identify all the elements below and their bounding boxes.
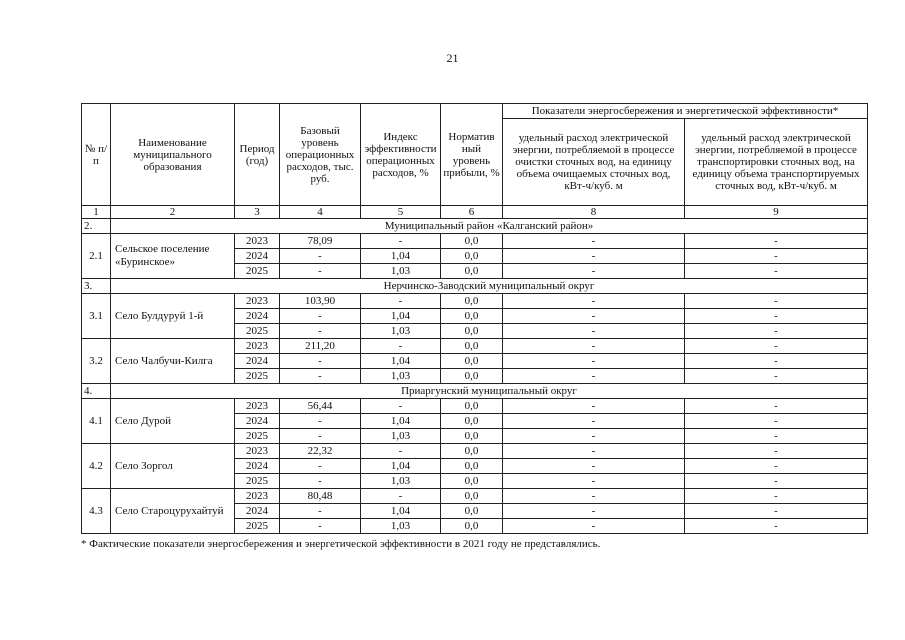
treatment-energy-cell: - — [503, 369, 685, 384]
profit-norm-cell: 0,0 — [441, 339, 503, 354]
entity-number: 3.2 — [82, 339, 111, 384]
base-level-cell: 103,90 — [280, 294, 361, 309]
period-cell: 2024 — [235, 504, 280, 519]
efficiency-index-cell: 1,03 — [361, 474, 441, 489]
period-cell: 2024 — [235, 249, 280, 264]
base-level-cell: 211,20 — [280, 339, 361, 354]
treatment-energy-cell: - — [503, 459, 685, 474]
footnote: * Фактические показатели энергосбережения и энергетической эффективности в 2021 году не представлялись. — [81, 538, 601, 550]
period-cell: 2025 — [235, 324, 280, 339]
transport-energy-cell: - — [685, 444, 868, 459]
base-level-cell: - — [280, 459, 361, 474]
entity-name: Село Староцурухайтуй — [111, 489, 235, 534]
profit-norm-cell: 0,0 — [441, 459, 503, 474]
profit-norm-cell: 0,0 — [441, 249, 503, 264]
efficiency-index-cell: 1,03 — [361, 429, 441, 444]
section-row — [82, 279, 868, 294]
transport-energy-cell: - — [685, 489, 868, 504]
efficiency-index-cell: - — [361, 339, 441, 354]
transport-energy-cell: - — [685, 369, 868, 384]
col-number: 4 — [280, 206, 361, 219]
treatment-energy-cell: - — [503, 444, 685, 459]
profit-norm-cell: 0,0 — [441, 309, 503, 324]
efficiency-index-cell: 1,04 — [361, 459, 441, 474]
efficiency-index-cell: - — [361, 444, 441, 459]
transport-energy-cell: - — [685, 504, 868, 519]
table-row — [82, 234, 868, 249]
base-level-cell: - — [280, 414, 361, 429]
treatment-energy-cell: - — [503, 399, 685, 414]
efficiency-index-cell: 1,04 — [361, 414, 441, 429]
efficiency-index-cell: 1,03 — [361, 519, 441, 534]
profit-norm-cell: 0,0 — [441, 414, 503, 429]
entity-name: Село Зоргол — [111, 444, 235, 489]
efficiency-index-cell: - — [361, 489, 441, 504]
treatment-energy-cell: - — [503, 414, 685, 429]
profit-norm-cell: 0,0 — [441, 264, 503, 279]
efficiency-index-cell: - — [361, 294, 441, 309]
period-cell: 2025 — [235, 474, 280, 489]
table-row — [82, 444, 868, 459]
transport-energy-cell: - — [685, 294, 868, 309]
efficiency-index-cell: 1,03 — [361, 369, 441, 384]
transport-energy-cell: - — [685, 354, 868, 369]
entity-name: Село Чалбучи-Килга — [111, 339, 235, 384]
profit-norm-cell: 0,0 — [441, 504, 503, 519]
entity-name: Село Булдуруй 1-й — [111, 294, 235, 339]
col-number: 6 — [441, 206, 503, 219]
treatment-energy-cell: - — [503, 249, 685, 264]
profit-norm-cell: 0,0 — [441, 234, 503, 249]
header-name: Наименование муниципального образования — [111, 104, 235, 206]
period-cell: 2023 — [235, 444, 280, 459]
profit-norm-cell: 0,0 — [441, 474, 503, 489]
base-level-cell: 56,44 — [280, 399, 361, 414]
base-level-cell: - — [280, 324, 361, 339]
entity-number: 4.3 — [82, 489, 111, 534]
treatment-energy-cell: - — [503, 234, 685, 249]
col-number: 2 — [111, 206, 235, 219]
base-level-cell: 78,09 — [280, 234, 361, 249]
header-energy-group: Показатели энергосбережения и энергетической эффективности* — [503, 104, 868, 119]
table-row — [82, 294, 868, 309]
efficiency-index-cell: 1,03 — [361, 324, 441, 339]
base-level-cell: - — [280, 249, 361, 264]
period-cell: 2023 — [235, 234, 280, 249]
page-number: 21 — [446, 51, 459, 65]
table-row — [82, 399, 868, 414]
period-cell: 2024 — [235, 459, 280, 474]
base-level-cell: - — [280, 309, 361, 324]
transport-energy-cell: - — [685, 399, 868, 414]
efficiency-index-cell: - — [361, 399, 441, 414]
col-number: 5 — [361, 206, 441, 219]
base-level-cell: - — [280, 504, 361, 519]
efficiency-index-cell: 1,04 — [361, 504, 441, 519]
profit-norm-cell: 0,0 — [441, 444, 503, 459]
treatment-energy-cell: - — [503, 489, 685, 504]
section-title: Муниципальный район «Калганский район» — [111, 219, 868, 234]
transport-energy-cell: - — [685, 414, 868, 429]
col-number: 8 — [503, 206, 685, 219]
column-numbers-row — [82, 206, 868, 219]
section-title: Нерчинско-Заводский муниципальный округ — [111, 279, 868, 294]
transport-energy-cell: - — [685, 234, 868, 249]
transport-energy-cell: - — [685, 324, 868, 339]
col-number: 9 — [685, 206, 868, 219]
header-period: Период (год) — [235, 104, 280, 206]
header-base-level: Базовый уровень операционных расходов, тыс. руб. — [280, 104, 361, 206]
treatment-energy-cell: - — [503, 504, 685, 519]
section-number: 3. — [82, 279, 111, 294]
tariff-table — [81, 103, 868, 534]
transport-energy-cell: - — [685, 339, 868, 354]
profit-norm-cell: 0,0 — [441, 369, 503, 384]
period-cell: 2025 — [235, 519, 280, 534]
profit-norm-cell: 0,0 — [441, 399, 503, 414]
section-number: 2. — [82, 219, 111, 234]
treatment-energy-cell: - — [503, 429, 685, 444]
transport-energy-cell: - — [685, 264, 868, 279]
profit-norm-cell: 0,0 — [441, 489, 503, 504]
table-row — [82, 489, 868, 504]
treatment-energy-cell: - — [503, 324, 685, 339]
base-level-cell: - — [280, 429, 361, 444]
treatment-energy-cell: - — [503, 519, 685, 534]
transport-energy-cell: - — [685, 429, 868, 444]
profit-norm-cell: 0,0 — [441, 324, 503, 339]
efficiency-index-cell: 1,04 — [361, 309, 441, 324]
period-cell: 2024 — [235, 414, 280, 429]
entity-name: Село Дурой — [111, 399, 235, 444]
transport-energy-cell: - — [685, 519, 868, 534]
period-cell: 2023 — [235, 294, 280, 309]
efficiency-index-cell: 1,04 — [361, 249, 441, 264]
section-number: 4. — [82, 384, 111, 399]
base-level-cell: - — [280, 519, 361, 534]
base-level-cell: - — [280, 354, 361, 369]
efficiency-index-cell: 1,04 — [361, 354, 441, 369]
entity-number: 2.1 — [82, 234, 111, 279]
base-level-cell: - — [280, 474, 361, 489]
treatment-energy-cell: - — [503, 294, 685, 309]
base-level-cell: - — [280, 264, 361, 279]
period-cell: 2025 — [235, 429, 280, 444]
entity-name: Сельское поселение «Буринское» — [111, 234, 235, 279]
period-cell: 2025 — [235, 264, 280, 279]
treatment-energy-cell: - — [503, 264, 685, 279]
period-cell: 2024 — [235, 309, 280, 324]
table-row — [82, 339, 868, 354]
entity-number: 3.1 — [82, 294, 111, 339]
period-cell: 2024 — [235, 354, 280, 369]
efficiency-index-cell: 1,03 — [361, 264, 441, 279]
base-level-cell: 22,32 — [280, 444, 361, 459]
header-col8: удельный расход электрической энергии, потребляемой в процессе очистки сточных вод, на единицу объема очищаемых сточных вод, кВт-ч/куб. м — [503, 119, 685, 206]
efficiency-index-cell: - — [361, 234, 441, 249]
period-cell: 2023 — [235, 489, 280, 504]
header-col9: удельный расход электрической энергии, потребляемой в процессе транспортировки сточных вод, на единицу объема транспортируемых сточных вод, кВт-ч/куб. м — [685, 119, 868, 206]
section-title: Приаргунский муниципальный округ — [111, 384, 868, 399]
entity-number: 4.2 — [82, 444, 111, 489]
transport-energy-cell: - — [685, 309, 868, 324]
transport-energy-cell: - — [685, 474, 868, 489]
profit-norm-cell: 0,0 — [441, 519, 503, 534]
profit-norm-cell: 0,0 — [441, 294, 503, 309]
treatment-energy-cell: - — [503, 309, 685, 324]
treatment-energy-cell: - — [503, 339, 685, 354]
treatment-energy-cell: - — [503, 354, 685, 369]
base-level-cell: - — [280, 369, 361, 384]
treatment-energy-cell: - — [503, 474, 685, 489]
col-number: 3 — [235, 206, 280, 219]
entity-number: 4.1 — [82, 399, 111, 444]
transport-energy-cell: - — [685, 459, 868, 474]
header-profit-norm: Норматив ный уровень прибыли, % — [441, 104, 503, 206]
profit-norm-cell: 0,0 — [441, 354, 503, 369]
profit-norm-cell: 0,0 — [441, 429, 503, 444]
header-num: № п/п — [82, 104, 111, 206]
section-row — [82, 219, 868, 234]
period-cell: 2023 — [235, 399, 280, 414]
section-row — [82, 384, 868, 399]
period-cell: 2025 — [235, 369, 280, 384]
base-level-cell: 80,48 — [280, 489, 361, 504]
transport-energy-cell: - — [685, 249, 868, 264]
period-cell: 2023 — [235, 339, 280, 354]
header-efficiency-index: Индекс эффективности операционных расходов, % — [361, 104, 441, 206]
col-number: 1 — [82, 206, 111, 219]
